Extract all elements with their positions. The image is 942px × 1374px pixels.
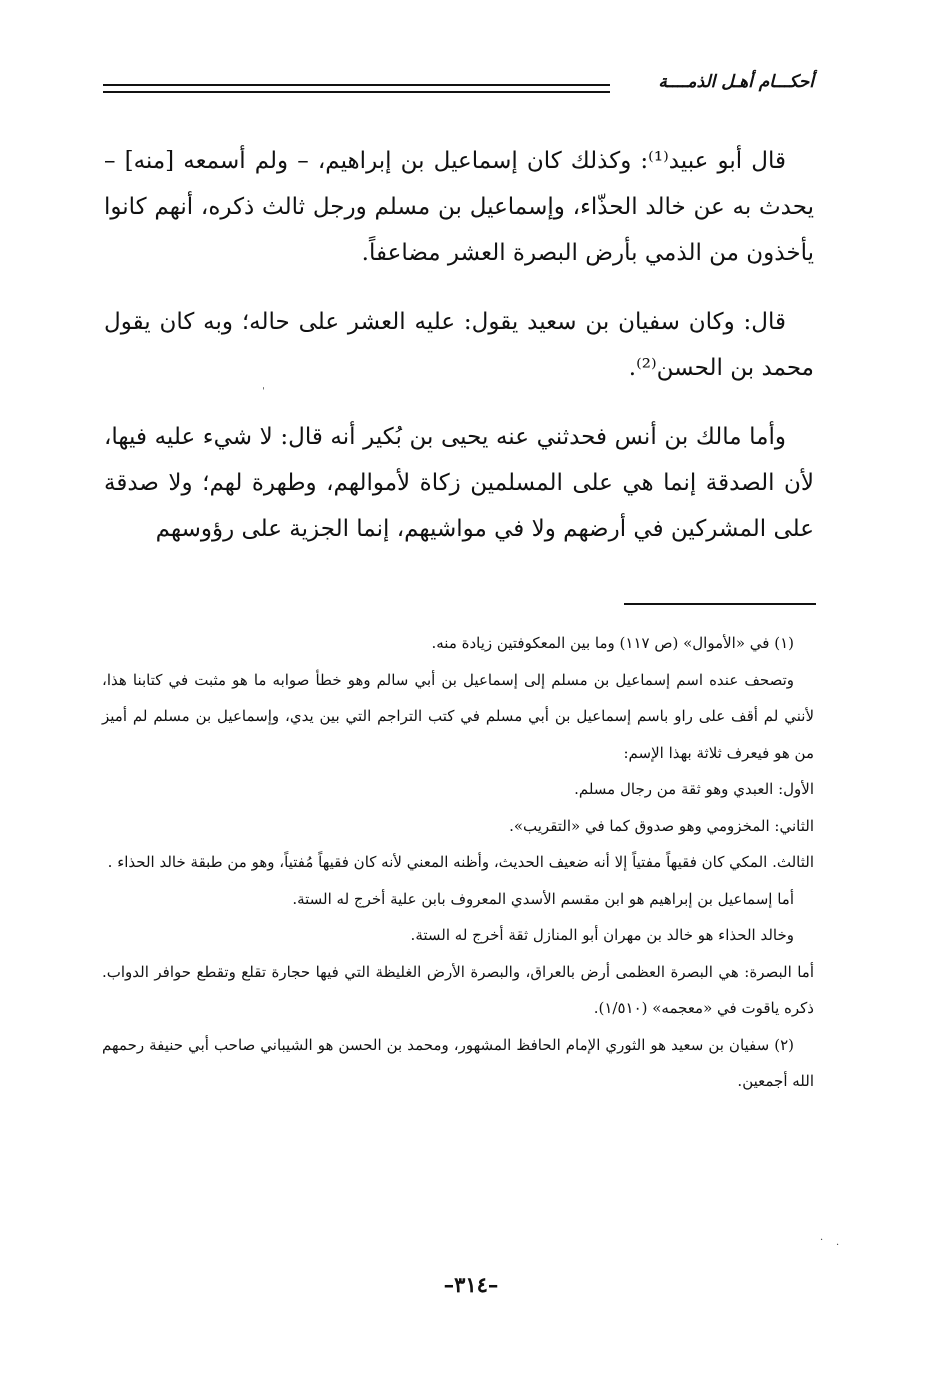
footnote-1-ibn-ulayya: أما إسماعيل بن إبراهيم هو ابن مقسم الأسدي المعروف بابن علية أخرج له الستة. <box>292 889 794 908</box>
header-rule-bottom <box>103 91 610 93</box>
footnote-2: (٢) سفيان بن سعيد هو الثوري الإمام الحافظ المشهور، ومحمد بن الحسن هو الشيباني صاحب أبي حنيفة رحمهم الله أجمعين. <box>102 1035 814 1090</box>
footnote-1-first: الأول: العبدي وهو ثقة من رجال مسلم. <box>574 780 814 798</box>
footnote-1-tashif: وتصحف عنده اسم إسماعيل بن مسلم إلى إسماعيل بن أبي سالم وهو خطأ صوابه ما هو مثبت في كتابنا هذا، لأنني لم أقف على راو باسم إسماعيل بن أبي مسلم في كتب التراجم التي بين يدي، وإسماعيل بن مسلم لم أميز من هو فيعرف ثلاثة بهذا الإسم: <box>102 670 814 762</box>
footnotes <box>102 625 814 1100</box>
header-rule-top <box>103 84 610 86</box>
footnote-separator <box>624 603 816 605</box>
paragraph-abu-ubayd: قال أبو عبيد⁽¹⁾: وكذلك كان إسماعيل بن إبراهيم، – ولم أسمعه [منه] – يحدث به عن خالد الحذّاء، وإسماعيل بن مسلم ورجل ثالث ذكره، أنهم كانوا يأخذون من الذمي بأرض البصرة العشر مضاعفاً. <box>104 148 814 266</box>
paragraph-sufyan: قال: وكان سفيان بن سعيد يقول: عليه العشر على حاله؛ وبه كان يقول محمد بن الحسن⁽²⁾. <box>104 309 814 381</box>
scan-speck: · <box>836 1240 840 1251</box>
main-text <box>104 138 814 575</box>
footnote-1: (١) في «الأموال» (ص ١١٧) وما بين المعكوفتين زيادة منه. <box>431 634 794 652</box>
footnote-1-third: الثالث. المكي كان فقيهاً مفتياً إلا أنه ضعيف الحديث، وأظنه المعني لأنه كان فقيهاً مُفتياً، وهو من طبقة خالد الحذاء . <box>107 853 814 871</box>
scan-speck: ˌ <box>262 380 265 391</box>
footnote-1-second: الثاني: المخزومي وهو صدوق كما في «التقريب». <box>509 816 814 835</box>
scan-speck: · <box>820 1235 824 1246</box>
paragraph-malik: وأما مالك بن أنس فحدثني عنه يحيى بن بُكير أنه قال: لا شيء عليه فيها، لأن الصدقة إنما هي على المسلمين زكاة لأموالهم، وطهرة لهم؛ ولا صدقة على المشركين في أرضهم ولا في مواشيهم، إنما الجزية على رؤوسهم <box>104 424 814 542</box>
footnote-1-basra: أما البصرة: هي البصرة العظمى أرض بالعراق، والبصرة الأرض الغليظة التي فيها حجارة تقلع وتقطع حوافر الدواب. ذكره ياقوت في «معجمه» (١/٥١٠). <box>102 962 814 1017</box>
running-title: أحكـــام أهـل الذمــــة <box>658 72 814 92</box>
footnote-1-khalid: وخالد الحذاء هو خالد بن مهران أبو المنازل ثقة أخرج له الستة. <box>410 926 794 944</box>
page-number: –٣١٤– <box>443 1272 499 1297</box>
